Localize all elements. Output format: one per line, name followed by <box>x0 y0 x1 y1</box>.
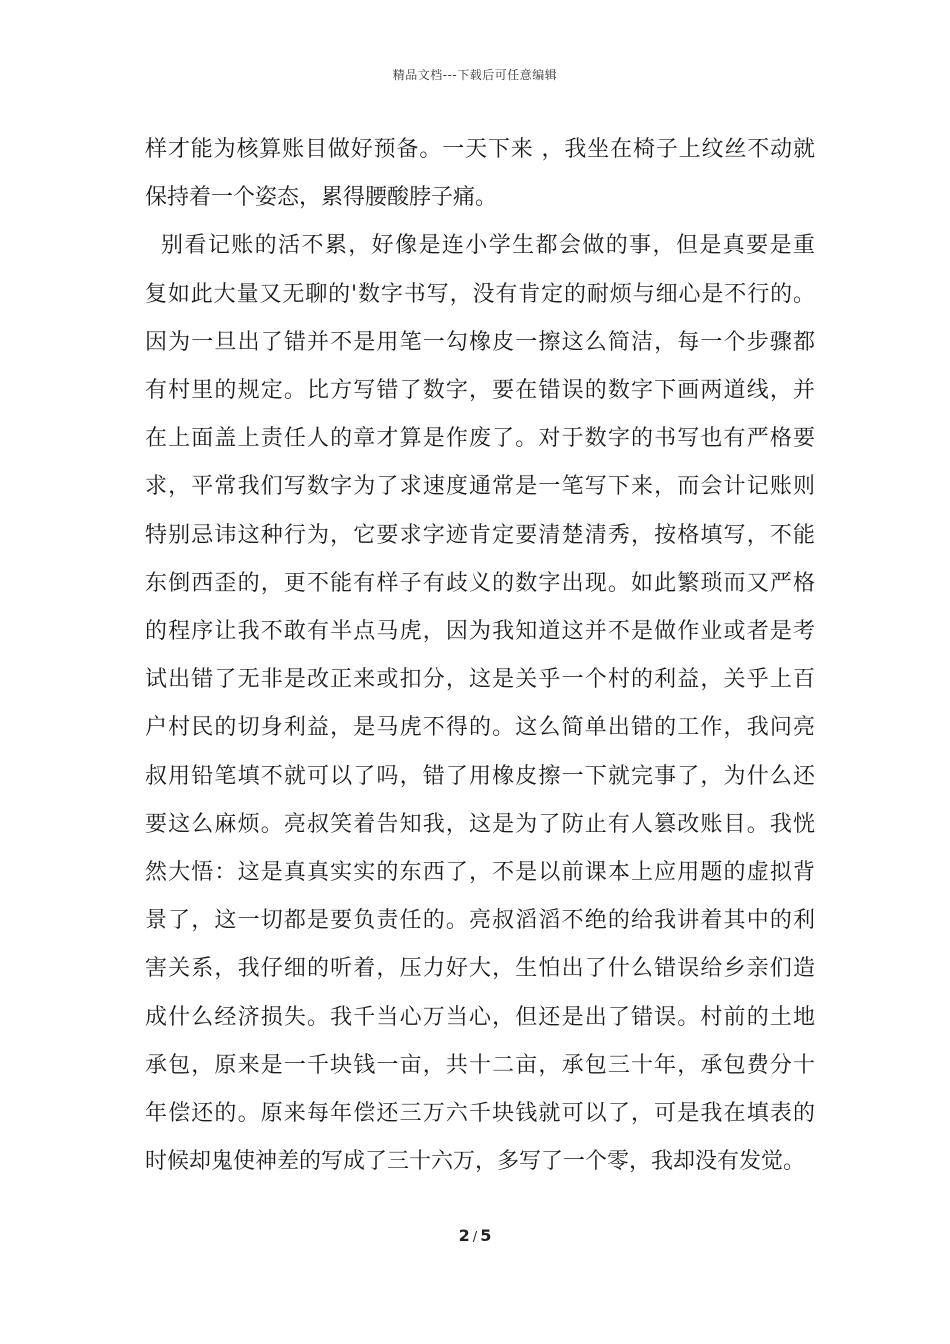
text-line: 然大悟：这是真真实实的东西了，不是以前课本上应用题的虚拟背 <box>145 860 815 886</box>
text-line: 保持着一个姿态，累得腰酸脖子痛。 <box>145 185 498 211</box>
text-line: 景了，这一切都是要负责任的。亮叔滔滔不绝的给我讲着其中的利 <box>145 908 815 934</box>
paragraph-1 <box>145 126 815 222</box>
text-line: 叔用铅笔填不就可以了吗，错了用橡皮擦一下就完事了，为什么还 <box>145 763 815 789</box>
text-line: 承包，原来是一千块钱一亩，共十二亩，承包三十年，承包费分十 <box>145 1052 815 1078</box>
text-line: 年偿还的。原来每年偿还三万六千块钱就可以了，可是我在填表的 <box>145 1101 815 1127</box>
text-line: 试出错了无非是改正来或扣分，这是关乎一个村的利益，关乎上百 <box>145 667 815 693</box>
text-line: 特别忌讳这种行为，它要求字迹肯定要清楚清秀，按格填写，不能 <box>145 522 815 548</box>
text-line: 有村里的规定。比方写错了数字，要在错误的数字下画两道线，并 <box>145 378 815 404</box>
page-separator: / <box>472 1230 478 1245</box>
text-line: 在上面盖上责任人的章才算是作废了。对于数字的书写也有严格要 <box>145 426 815 452</box>
text-line: 别看记账的活不累，好像是连小学生都会做的事，但是真要是重 <box>161 233 815 259</box>
text-line: 时候却鬼使神差的写成了三十六万，多写了一个零，我却没有发觉。 <box>145 1149 806 1175</box>
document-body <box>145 126 815 1186</box>
page-header: 精品文档---下载后可任意编辑 <box>392 68 558 82</box>
text-line: 成什么经济损失。我千当心万当心，但还是出了错误。村前的土地 <box>145 1004 815 1030</box>
text-line: 样才能为核算账目做好预备。一天下来 ，我坐在椅子上纹丝不动就 <box>145 137 815 162</box>
text-line: 复如此大量又无聊的'数字书写，没有肯定的耐烦与细心是不行的。 <box>145 281 815 307</box>
total-pages-number: 5 <box>480 1226 492 1245</box>
text-line: 的程序让我不敢有半点马虎，因为我知道这并不是做作业或者是考 <box>145 619 815 645</box>
paragraph-2 <box>145 222 815 1186</box>
text-line: 东倒西歪的，更不能有样子有歧义的数字出现。如此繁琐而又严格 <box>145 570 815 596</box>
current-page-number: 2 <box>458 1226 470 1245</box>
text-line: 户村民的切身利益，是马虎不得的。这么简单出错的工作，我问亮 <box>145 715 815 741</box>
text-line: 因为一旦出了错并不是用笔一勾橡皮一擦这么简洁，每一个步骤都 <box>145 329 815 355</box>
text-line: 求，平常我们写数字为了求速度通常是一笔写下来，而会计记账则 <box>145 474 815 500</box>
text-line: 害关系，我仔细的听着，压力好大，生怕出了什么错误给乡亲们造 <box>145 956 815 982</box>
page-number <box>0 1226 950 1245</box>
text-line: 要这么麻烦。亮叔笑着告知我，这是为了防止有人篡改账目。我恍 <box>145 811 815 837</box>
